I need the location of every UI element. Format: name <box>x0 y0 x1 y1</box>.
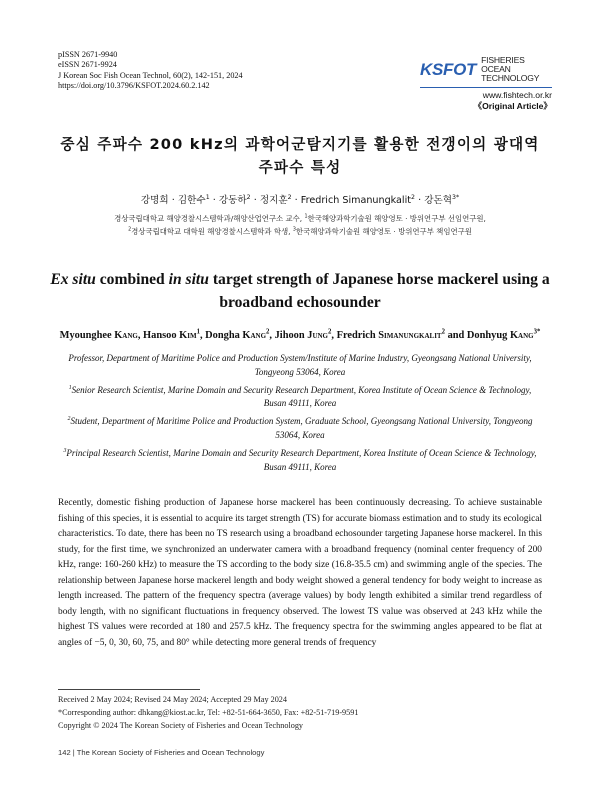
english-title: Ex situ combined in situ target strength of Japanese horse mackerel using a broadband echosounder <box>50 271 550 311</box>
article-type: 《Original Article》 <box>473 100 552 111</box>
korean-authors: 강명희 · 김한수$^1$ · 강동하$^2$ · 정지훈$^2$ · Fredrich Simanungkalit$^2$ · 강돈혁$^{3*}$ <box>140 193 460 206</box>
eissn: eISSN 2671-9924 <box>58 60 117 70</box>
journal-logo <box>420 56 552 112</box>
abstract-text: Recently, domestic fishing production of Japanese horse mackerel has been continuously decreasing. To achieve sustainable fishing of this species, it is essential to acquire its target strength (TS) for accurate biomass estimation and to study its ecological characteristics. To date, there has been no TS research using a broadband echosounder targeting Japanese horse mackerel. In this study, for the first time, we synchronized an underwater camera with a broadband frequency (nominal center frequency of 200 kHz, range: 160-260 kHz) to measure the TS according to the body size (16.8-35.5 cm) and swimming angle of the species. The relationship between Japanese horse mackerel length and body weight showed a general tendency for body weight to increase as length increased. The pattern of the frequency spectra (average values) by body length exhibited a similar trend regardless of body length, with no significant fluctuations in frequency observed. The lowest TS value was observed at 243 kHz while the highest TS values were recorded at 180 and 257.5 kHz. The frequency spectra for the swimming angles appeared to be flat at angles of −5, 0, 30, 60, 75, and 80° while detecting more general trends of frequency <box>58 498 542 648</box>
journal-url[interactable]: www.fishtech.or.kr <box>482 89 552 100</box>
korean-affiliations: 경상국립대학교 해양경찰시스템학과/해양산업연구소 교수, $^1$한국해양과학기술원 해양영토 · 방위연구부 선임연구원, $^2$경상국립대학교 대학원 해양경찰시스템학과 학생, $^3$한국해양과학기술원 해양영토 · 방위연구부 책임연구원 <box>114 214 486 236</box>
author-name: 정지훈 <box>259 195 288 206</box>
pissn: pISSN 2671-9940 <box>58 50 118 59</box>
korean-title: 중심 주파수 200 kHz의 과학어군탐지기를 활용한 전갱이의 광대역 주파수 특성 <box>60 136 540 176</box>
affiliation: Professor, Department of Maritime Police and Production System/Institute of Marine Industry, Gyeongsang National University, Tongyeong 53064, Korea <box>68 353 532 377</box>
affiliation: $^3$Principal Research Scientist, Marine Domain and Security Research Department, Korea Institute of Ocean Science & Technology, Busan 49111, Korea <box>63 447 537 472</box>
abstract <box>58 496 542 651</box>
ksfot-logo-mark: KSFOT <box>420 59 477 79</box>
english-affiliations <box>58 352 542 478</box>
journal-name: FISHERIES OCEAN TECHNOLOGY <box>481 55 540 84</box>
copyright: Copyright © 2024 The Korean Society of Fisheries and Ocean Technology <box>58 721 304 730</box>
author-name: 강돈혁 <box>424 195 452 206</box>
dates: Received 2 May 2024; Revised 24 May 2024; Accepted 29 May 2024 <box>58 695 287 704</box>
affiliation: $^2$Student, Department of Maritime Police and Production System, Graduate School, Gyeongsang National University, Tongyeong 53064, Korea <box>67 416 533 440</box>
affiliation: $^1$Senior Research Scientist, Marine Domain and Security Research Department, Korea Institute of Ocean Science & Technology, Busan 49111, Korea <box>68 384 532 409</box>
corresponding-author: *Corresponding author: dhkang@kiost.ac.kr, Tel: +82-51-664-3650, Fax: +82-51-719-9591 <box>58 708 359 717</box>
doi-link[interactable]: https://doi.org/10.3796/KSFOT.2024.60.2.142 <box>58 81 210 91</box>
author-name: Fredrich Simanungkalit <box>300 195 412 206</box>
footnotes <box>58 693 358 732</box>
publication-info <box>58 50 243 92</box>
author-name: 김한수 <box>177 195 206 206</box>
logo-divider <box>420 87 552 88</box>
author-name: 강명희 <box>140 195 169 206</box>
citation: J Korean Soc Fish Ocean Technol, 60(2), 142-151, 2024 <box>58 70 243 80</box>
footnote-divider <box>58 689 200 690</box>
page-footer: 142 | The Korean Society of Fisheries and Ocean Technology <box>58 748 265 757</box>
author-name: 강동하 <box>218 195 247 206</box>
english-authors: Myounghee Kang, Hansoo Kim$^1$, Dongha Kang$^2$, Jihoon Jung$^2$, Fredrich Simanungkalit$^2$ and Donhyug Kang$^{3*}$ <box>59 328 541 341</box>
